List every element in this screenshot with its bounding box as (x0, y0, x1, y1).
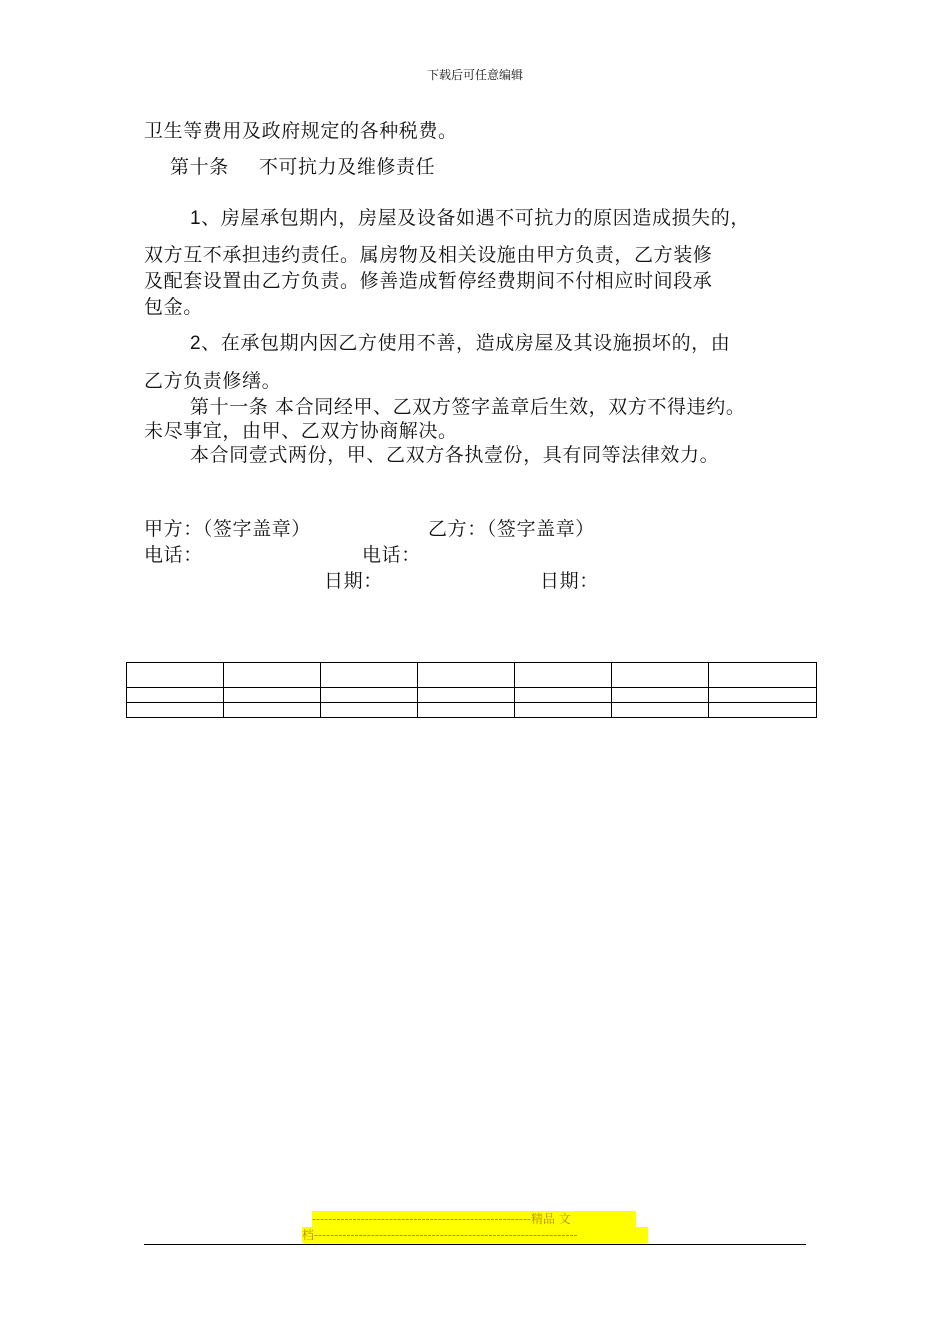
clause-2-line: 乙方负责修缮。 (144, 370, 282, 392)
table-cell (515, 688, 612, 703)
clause-number: 2 (190, 333, 202, 354)
table-cell (127, 703, 224, 718)
table-cell (418, 688, 515, 703)
clause-1-line (190, 203, 750, 230)
table-cell (515, 703, 612, 718)
clause-text: 、在承包期内因乙方使用不善，造成房屋及其设施损坏的，由 (201, 332, 731, 354)
table-cell (321, 688, 418, 703)
article-title: 不可抗力及维修责任 (258, 156, 436, 178)
clause-number: 1 (190, 208, 202, 229)
table-cell (127, 688, 224, 703)
footer-watermark-line: 档----------------------------------------------------------------- (302, 1227, 648, 1243)
table-row (127, 688, 817, 703)
article-number: 第十条 (170, 156, 229, 178)
table-cell (709, 688, 817, 703)
clause-2-line (190, 328, 730, 355)
party-b-phone: 电话： (362, 544, 421, 566)
table-cell (127, 663, 224, 688)
table-cell (321, 663, 418, 688)
table-cell (321, 703, 418, 718)
table-cell (224, 703, 321, 718)
footer-watermark-line: ------------------------------------------------------精品 文 (312, 1211, 636, 1227)
table-cell (418, 703, 515, 718)
article-10-heading (170, 152, 435, 179)
table-cell (612, 688, 709, 703)
table-cell (612, 703, 709, 718)
party-b-date: 日期： (540, 570, 599, 592)
table-cell (709, 703, 817, 718)
table-cell (224, 688, 321, 703)
party-b-signature: 乙方：（签字盖章） (428, 518, 595, 540)
table-cell (418, 663, 515, 688)
clause-text: 、房屋承包期内，房屋及设备如遇不可抗力的原因造成损失的， (201, 207, 750, 229)
table-row (127, 663, 817, 688)
clause-1-line: 包金。 (144, 296, 203, 318)
party-a-phone: 电话： (144, 544, 203, 566)
clause-1-line: 双方互不承担违约责任。属房物及相关设施由甲方负责，乙方装修 (144, 244, 713, 266)
empty-table (126, 662, 817, 718)
paragraph-line: 卫生等费用及政府规定的各种税费。 (144, 120, 458, 142)
article-11-line: 第十一条 本合同经甲、乙双方签字盖章后生效，双方不得违约。 (190, 396, 746, 418)
article-11-line: 未尽事宜，由甲、乙双方协商解决。 (144, 420, 458, 442)
table-cell (224, 663, 321, 688)
party-a-signature: 甲方：（签字盖章） (144, 518, 311, 540)
page-header: 下载后可任意编辑 (426, 68, 523, 82)
clause-1-line: 及配套设置由乙方负责。修善造成暂停经费期间不付相应时间段承 (144, 270, 713, 292)
table-cell (612, 663, 709, 688)
copies-statement: 本合同壹式两份，甲、乙双方各执壹份，具有同等法律效力。 (190, 444, 720, 466)
table-cell (515, 663, 612, 688)
table-row (127, 703, 817, 718)
party-a-date: 日期： (324, 570, 383, 592)
footer-rule (144, 1244, 806, 1245)
table-cell (709, 663, 817, 688)
